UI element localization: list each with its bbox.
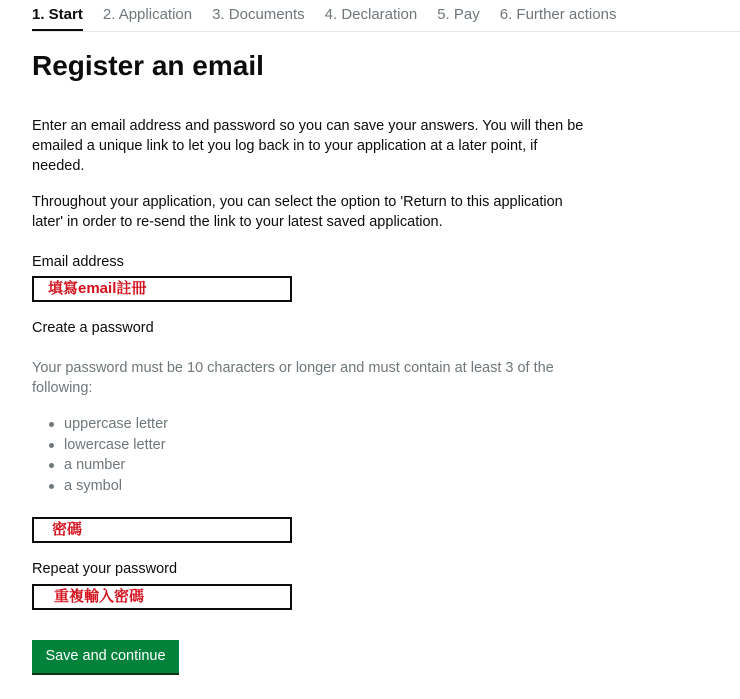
step-application[interactable]: 2. Application: [102, 6, 193, 23]
email-field[interactable]: [32, 276, 292, 302]
password-rules-list: [32, 414, 168, 496]
bullet-icon: [49, 463, 54, 468]
password-hint: Your password must be 10 characters or longer and must contain at least 3 of the following:: [32, 360, 554, 396]
bullet-icon: [49, 484, 54, 489]
list-item: [32, 455, 168, 476]
list-item: [32, 435, 168, 456]
intro-text: Enter an email address and password so you can save your answers. You will then be emailed a unique link to let you log back in to your application at a later point, if needed.: [32, 118, 584, 174]
list-item: [32, 414, 168, 435]
bullet-icon: [49, 422, 54, 427]
save-and-continue-button[interactable]: Save and continue: [32, 640, 179, 673]
password-annotation: 密碼: [52, 521, 83, 538]
step-pay[interactable]: 5. Pay: [437, 6, 480, 23]
bullet-icon: [49, 443, 54, 448]
rule-lowercase: lowercase letter: [64, 436, 166, 453]
step-declaration[interactable]: 4. Declaration: [324, 6, 418, 23]
password-field[interactable]: [32, 517, 292, 543]
step-documents[interactable]: 3. Documents: [212, 6, 305, 23]
email-label: Email address: [32, 254, 124, 270]
email-annotation: 填寫email註冊: [48, 280, 147, 297]
return-note-text: Throughout your application, you can select the option to 'Return to this application later' in order to re-send the link to your latest saved application.: [32, 194, 563, 230]
repeat-password-label: Repeat your password: [32, 561, 178, 577]
rule-symbol: a symbol: [64, 477, 123, 494]
repeat-password-field[interactable]: [32, 584, 292, 610]
step-navigation-divider: [32, 31, 740, 32]
step-further-actions[interactable]: 6. Further actions: [499, 6, 617, 23]
repeat-password-annotation: 重複輸入密碼: [54, 588, 145, 605]
list-item: [32, 476, 168, 497]
step-start[interactable]: 1. Start: [32, 0, 83, 32]
page-title: Register an email: [32, 50, 264, 81]
create-password-label: Create a password: [32, 320, 154, 336]
rule-number: a number: [64, 457, 126, 473]
step-navigation: [32, 0, 740, 32]
rule-uppercase: uppercase letter: [64, 416, 168, 432]
